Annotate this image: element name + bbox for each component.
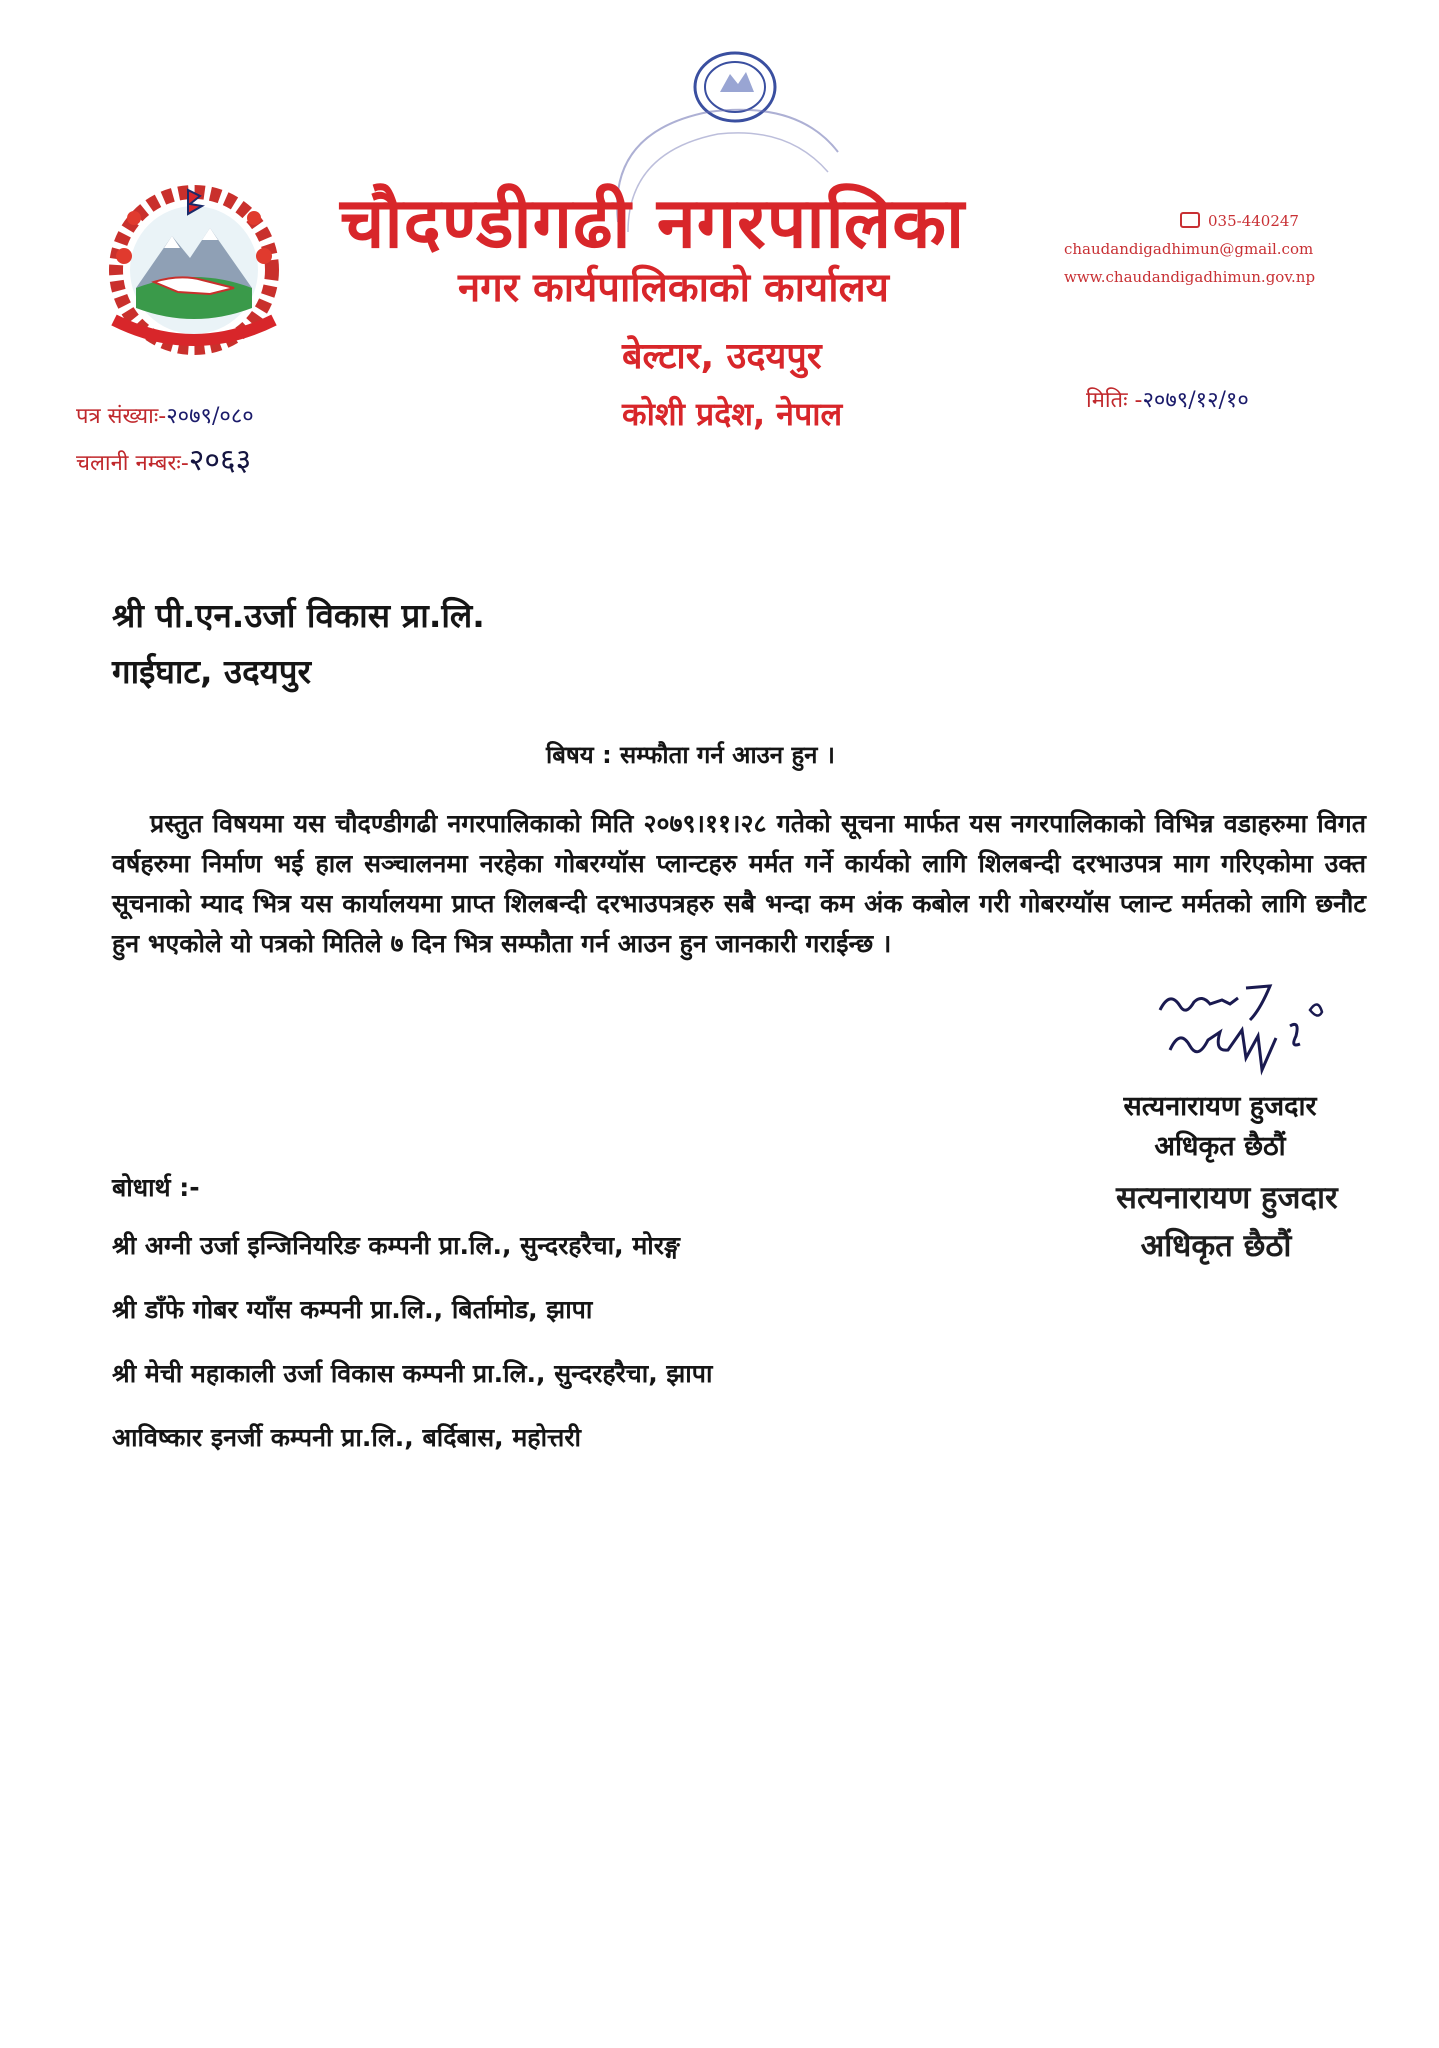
recipient-block xyxy=(112,592,485,704)
letter-date xyxy=(1086,384,1249,414)
letter-body: प्रस्तुत विषयमा यस चौदण्डीगढी नगरपालिकाको मिति २०७९।११।२८ गतेको सूचना मार्फत यस नगरपालिकाको विभिन्न वडाहरुमा विगत वर्षहरुमा निर्माण भई हाल सञ्चालनमा नरहेका गोबरग्यॉस प्लान्टहरु मर्मत गर्ने कार्यको लागि शिलबन्दी दरभाउपत्र माग गरिएकोमा उक्त सूचनाको म्याद भित्र यस कार्यालयमा प्राप्त शिलबन्दी दरभाउपत्रहरु सबै भन्दा कम अंक कबोल गरी गोबरग्यॉस प्लान्ट मर्मतको लागि छनौट हुन भएकोले यो पत्रको मितिले ७ दिन भित्र सम्फौता गर्न आउन हुन जानकारी गराईन्छ । xyxy=(112,809,1366,958)
signatory-block xyxy=(1100,1086,1340,1166)
office-location-province: कोशी प्रदेश, नेपाल xyxy=(622,395,843,433)
phone-icon xyxy=(1180,212,1200,228)
contact-info xyxy=(1064,212,1315,296)
recipient-name: श्री पी.एन.उर्जा विकास प्रा.लि. xyxy=(112,596,485,635)
municipality-name: चौदण्डीगढी नगरपालिका xyxy=(340,182,966,264)
stamp-title-text: अधिकृत छैठौं xyxy=(1140,1228,1292,1264)
signatory-title: अधिकृत छैठौं xyxy=(1154,1131,1286,1162)
cc-item: श्री अग्नी उर्जा इन्जिनियरिङ कम्पनी प्रा.लि., सुन्दरहरैचा, मोरङ्ग xyxy=(112,1231,680,1260)
recipient-address: गाईघाट, उदयपुर xyxy=(112,652,312,691)
reference-block xyxy=(76,400,254,476)
letter-number-row xyxy=(76,400,254,438)
signatory-name: सत्यनारायण हुजदार xyxy=(1123,1091,1317,1122)
date-value: २०७९/१२/१० xyxy=(1142,388,1249,413)
dispatch-number-label: चलानी नम्बरः- xyxy=(76,451,189,476)
letter-number-label: पत्र संख्याः- xyxy=(76,404,167,429)
cc-item: श्री डाँफे गोबर ग्याँस कम्पनी प्रा.लि., बिर्तामोड, झापा xyxy=(112,1295,593,1324)
phone-number: 035-440247 xyxy=(1208,212,1299,230)
office-name: नगर कार्यपालिकाको कार्यालय xyxy=(458,265,889,311)
cc-item: श्री मेची महाकाली उर्जा विकास कम्पनी प्रा.लि., सुन्दरहरैचा, झापा xyxy=(112,1359,713,1388)
cc-item: आविष्कार इनर्जी कम्पनी प्रा.लि., बर्दिबास, महोत्तरी xyxy=(112,1423,582,1452)
cc-list xyxy=(112,1228,712,1484)
office-location-district: बेल्टार, उदयपुर xyxy=(622,336,822,377)
website-url: www.chaudandigadhimun.gov.np xyxy=(1064,268,1316,286)
dispatch-number-value: २०६३ xyxy=(188,443,252,478)
letter-subject: बिषय : सम्फौता गर्न आउन हुन । xyxy=(546,741,835,769)
nepal-emblem-icon xyxy=(84,170,304,360)
stamp-name-text: सत्यनारायण हुजदार xyxy=(1116,1180,1338,1216)
cc-heading: बोधार्थ :- xyxy=(112,1173,200,1202)
name-stamp xyxy=(1116,1176,1338,1272)
dispatch-number-row xyxy=(76,438,254,476)
handwritten-signature-icon xyxy=(1150,980,1370,1090)
email-address: chaudandigadhimun@gmail.com xyxy=(1064,240,1314,258)
letter-number-value: २०७९/०८० xyxy=(166,404,254,429)
date-label: मितिः - xyxy=(1086,388,1143,413)
phone-row xyxy=(1064,212,1315,240)
